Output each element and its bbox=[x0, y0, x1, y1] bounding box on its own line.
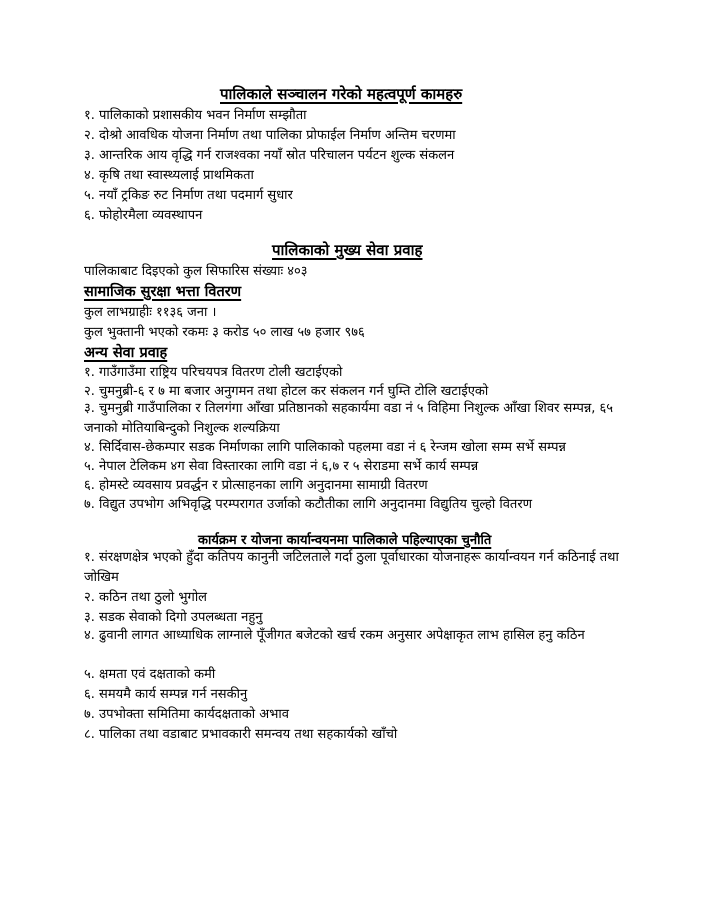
list-item: १. पालिकाको प्रशासकीय भवन निर्माण सम्झौता bbox=[84, 108, 307, 123]
subsection-title-other-services: अन्य सेवा प्रवाह bbox=[84, 345, 168, 361]
list-item: ६. समयमै कार्य सम्पन्न गर्न नसकीनु bbox=[84, 687, 248, 702]
recommendation-count: पालिकाबाट दिइएको कुल सिफारिस संख्याः ४०३ bbox=[84, 264, 308, 279]
list-item: १. संरक्षणक्षेत्र भएको हुँदा कतिपय कानुनी जटिलताले गर्दा ठुला पूर्वाधारका योजनाहरू कार्यान्वयन गर्न कठिनाई तथा जोखिम bbox=[84, 550, 619, 585]
list-item: ३. सडक सेवाको दिगो उपलब्धता नहुनु bbox=[84, 610, 263, 625]
list-item: ४. कृषि तथा स्वास्थ्यलाई प्राथमिकता bbox=[84, 168, 254, 183]
list-item: २. चुमनुब्री-६ र ७ मा बजार अनुगमन तथा होटल कर संकलन गर्न घुम्ति टोलि खटाईएको bbox=[84, 384, 489, 399]
list-item: ६. होमस्टे व्यवसाय प्रवर्द्धन र प्रोत्साहनका लागि अनुदानमा सामाग्री वितरण bbox=[84, 478, 428, 493]
list-item: ८. पालिका तथा वडाबाट प्रभावकारी समन्वय तथा सहकार्यको खाँचो bbox=[84, 727, 398, 742]
list-item: १. गाउँगाउँमा राष्ट्रिय परिचयपत्र वितरण टोली खटाईएको bbox=[84, 365, 343, 380]
list-item: २. दोश्रो आवधिक योजना निर्माण तथा पालिका प्रोफाईल निर्माण अन्तिम चरणमा bbox=[84, 128, 456, 143]
list-item: ४. ढुवानी लागत आध्याधिक लाग्नाले पूँजीगत बजेटको खर्च रकम अनुसार अपेक्षाकृत लाभ हासिल हनु कठिन bbox=[84, 628, 585, 643]
list-item: ७. विद्युत उपभोग अभिवृद्धि परम्परागत उर्जाको कटौतीका लागि अनुदानमा विद्युतिय चुल्हो वितरण bbox=[84, 497, 533, 512]
beneficiaries-count: कुल लाभग्राहीः ११३६ जना । bbox=[84, 305, 217, 320]
list-item: ४. सिर्दिवास-छेकम्पार सडक निर्माणका लागि पालिकाको पहलमा वडा नं ६ रेन्जम खोला सम्म सर्भे सम्पन्न bbox=[84, 440, 566, 455]
list-item: ५. क्षमता एवं दक्षताको कमी bbox=[84, 667, 216, 682]
subsection-title-social-security: सामाजिक सुरक्षा भत्ता वितरण bbox=[84, 284, 242, 300]
list-item: ३. चुमनुब्री गाउँपालिका र तिलगंगा आँखा प्रतिष्ठानको सहकार्यमा वडा नं ५ विहिमा निशुल्क आँखा शिवर सम्पन्न, ६५ जनाको मोतियाबिन्दुको निशुल्क शल्यक्रिया bbox=[84, 401, 614, 436]
list-item: ३. आन्तरिक आय वृद्धि गर्न राजश्वका नयाँ स्रोत परिचालन पर्यटन शुल्क संकलन bbox=[84, 148, 455, 163]
list-item: ५. नयाँ ट्रकिङ रुट निर्माण तथा पदमार्ग सुधार bbox=[84, 188, 293, 203]
list-item: २. कठिन तथा ठुलो भुगोल bbox=[84, 590, 207, 605]
list-item: ६. फोहोरमैला व्यवस्थापन bbox=[84, 208, 203, 223]
amount-paid: कुल भुक्तानी भएको रकमः ३ करोड ५० लाख ५७ हजार ९७६ bbox=[84, 325, 365, 340]
section-title-challenges: कार्यक्रम र योजना कार्यान्वयनमा पालिकाले पहिल्याएका चुनौति bbox=[198, 533, 492, 548]
section-title-important-works: पालिकाले सञ्चालन गरेको महत्वपूर्ण कामहरु bbox=[220, 85, 463, 103]
list-item: ५. नेपाल टेलिकम ४ग सेवा विस्तारका लागि वडा नं ६,७ र ५ सेराडमा सर्भे कार्य सम्पन्न bbox=[84, 459, 479, 474]
list-item: ७. उपभोक्ता समितिमा कार्यदक्षताको अभाव bbox=[84, 707, 289, 722]
section-title-main-services: पालिकाको मुख्य सेवा प्रवाह bbox=[272, 241, 423, 259]
